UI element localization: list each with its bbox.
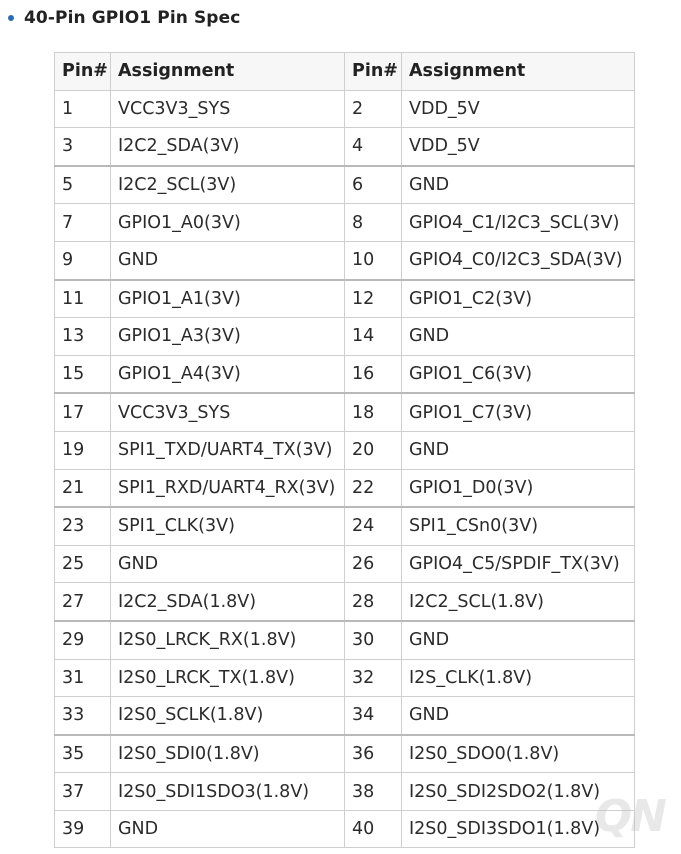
table-row [55, 393, 635, 431]
table-header-row [55, 53, 635, 91]
table-row [55, 166, 635, 204]
pin-assignment: GND [402, 166, 635, 204]
pin-number: 19 [55, 431, 111, 469]
table-row [55, 507, 635, 545]
header-pin-left: Pin# [55, 53, 111, 91]
pin-number: 16 [345, 355, 402, 393]
table-row [55, 431, 635, 469]
pin-number: 10 [345, 241, 402, 279]
pin-assignment: I2S0_LRCK_RX(1.8V) [111, 621, 345, 659]
pin-assignment: VCC3V3_SYS [111, 90, 345, 128]
pin-assignment: GND [111, 810, 345, 848]
pin-number: 3 [55, 128, 111, 166]
pin-number: 9 [55, 241, 111, 279]
pin-number: 12 [345, 280, 402, 318]
pin-number: 34 [345, 697, 402, 735]
pin-number: 11 [55, 280, 111, 318]
header-assignment-right: Assignment [402, 53, 635, 91]
table-row [55, 621, 635, 659]
table-row [55, 241, 635, 279]
pin-number: 5 [55, 166, 111, 204]
pin-number: 6 [345, 166, 402, 204]
pin-number: 29 [55, 621, 111, 659]
pin-number: 26 [345, 545, 402, 583]
pin-number: 23 [55, 507, 111, 545]
pin-number: 38 [345, 773, 402, 811]
pin-assignment: GPIO4_C0/I2C3_SDA(3V) [402, 241, 635, 279]
table-row [55, 545, 635, 583]
pin-assignment: I2S0_SDI1SDO3(1.8V) [111, 773, 345, 811]
pin-number: 32 [345, 659, 402, 697]
pin-assignment: SPI1_CSn0(3V) [402, 507, 635, 545]
pin-assignment: GPIO4_C5/SPDIF_TX(3V) [402, 545, 635, 583]
table-row [55, 90, 635, 128]
table-row [55, 280, 635, 318]
pin-assignment: GPIO1_C7(3V) [402, 393, 635, 431]
pin-assignment: I2C2_SDA(3V) [111, 128, 345, 166]
table-row [55, 128, 635, 166]
table-row [55, 204, 635, 242]
pin-number: 7 [55, 204, 111, 242]
pin-assignment: I2C2_SCL(3V) [111, 166, 345, 204]
pin-number: 1 [55, 90, 111, 128]
pin-assignment: GND [402, 621, 635, 659]
pin-number: 37 [55, 773, 111, 811]
pin-assignment: I2S_CLK(1.8V) [402, 659, 635, 697]
pin-number: 20 [345, 431, 402, 469]
pin-number: 33 [55, 697, 111, 735]
pin-assignment: GPIO1_A1(3V) [111, 280, 345, 318]
pin-assignment: GND [402, 318, 635, 356]
pin-number: 40 [345, 810, 402, 848]
table-row [55, 773, 635, 811]
pin-number: 21 [55, 469, 111, 507]
pin-assignment: I2S0_SDI3SDO1(1.8V) [402, 810, 635, 848]
pin-number: 27 [55, 583, 111, 621]
pin-assignment: GND [402, 431, 635, 469]
pin-number: 2 [345, 90, 402, 128]
pin-assignment: GPIO1_C6(3V) [402, 355, 635, 393]
table-row [55, 355, 635, 393]
pin-assignment: GPIO1_C2(3V) [402, 280, 635, 318]
pin-number: 15 [55, 355, 111, 393]
pin-number: 13 [55, 318, 111, 356]
pin-number: 39 [55, 810, 111, 848]
pin-spec-table [54, 52, 635, 848]
pin-number: 35 [55, 735, 111, 773]
pin-number: 31 [55, 659, 111, 697]
pin-assignment: SPI1_TXD/UART4_TX(3V) [111, 431, 345, 469]
pin-number: 18 [345, 393, 402, 431]
pin-number: 24 [345, 507, 402, 545]
table-row [55, 810, 635, 848]
bullet-icon [8, 15, 14, 21]
table-row [55, 318, 635, 356]
pin-assignment: I2S0_SDI0(1.8V) [111, 735, 345, 773]
pin-number: 8 [345, 204, 402, 242]
pin-assignment: VCC3V3_SYS [111, 393, 345, 431]
pin-number: 14 [345, 318, 402, 356]
pin-number: 25 [55, 545, 111, 583]
pin-assignment: I2C2_SDA(1.8V) [111, 583, 345, 621]
pin-number: 22 [345, 469, 402, 507]
pin-assignment: I2S0_SCLK(1.8V) [111, 697, 345, 735]
table-row [55, 735, 635, 773]
pin-assignment: GPIO1_A3(3V) [111, 318, 345, 356]
table-row [55, 469, 635, 507]
pin-assignment: I2S0_SDO0(1.8V) [402, 735, 635, 773]
pin-number: 17 [55, 393, 111, 431]
section-heading [4, 6, 240, 30]
pin-assignment: GPIO1_A0(3V) [111, 204, 345, 242]
table-row [55, 583, 635, 621]
pin-assignment: SPI1_CLK(3V) [111, 507, 345, 545]
pin-assignment: GND [402, 697, 635, 735]
pin-assignment: I2C2_SCL(1.8V) [402, 583, 635, 621]
pin-assignment: I2S0_LRCK_TX(1.8V) [111, 659, 345, 697]
pin-assignment: I2S0_SDI2SDO2(1.8V) [402, 773, 635, 811]
pin-assignment: GPIO1_D0(3V) [402, 469, 635, 507]
section-heading-text: 40-Pin GPIO1 Pin Spec [24, 8, 241, 28]
pin-number: 36 [345, 735, 402, 773]
table-row [55, 697, 635, 735]
header-pin-right: Pin# [345, 53, 402, 91]
table-row [55, 659, 635, 697]
pin-assignment: SPI1_RXD/UART4_RX(3V) [111, 469, 345, 507]
pin-number: 30 [345, 621, 402, 659]
watermark-logo: QN [594, 791, 665, 842]
pin-assignment: GPIO4_C1/I2C3_SCL(3V) [402, 204, 635, 242]
pin-number: 4 [345, 128, 402, 166]
pin-assignment: VDD_5V [402, 90, 635, 128]
pin-number: 28 [345, 583, 402, 621]
pin-assignment: GPIO1_A4(3V) [111, 355, 345, 393]
header-assignment-left: Assignment [111, 53, 345, 91]
pin-assignment: VDD_5V [402, 128, 635, 166]
pin-assignment: GND [111, 545, 345, 583]
pin-assignment: GND [111, 241, 345, 279]
